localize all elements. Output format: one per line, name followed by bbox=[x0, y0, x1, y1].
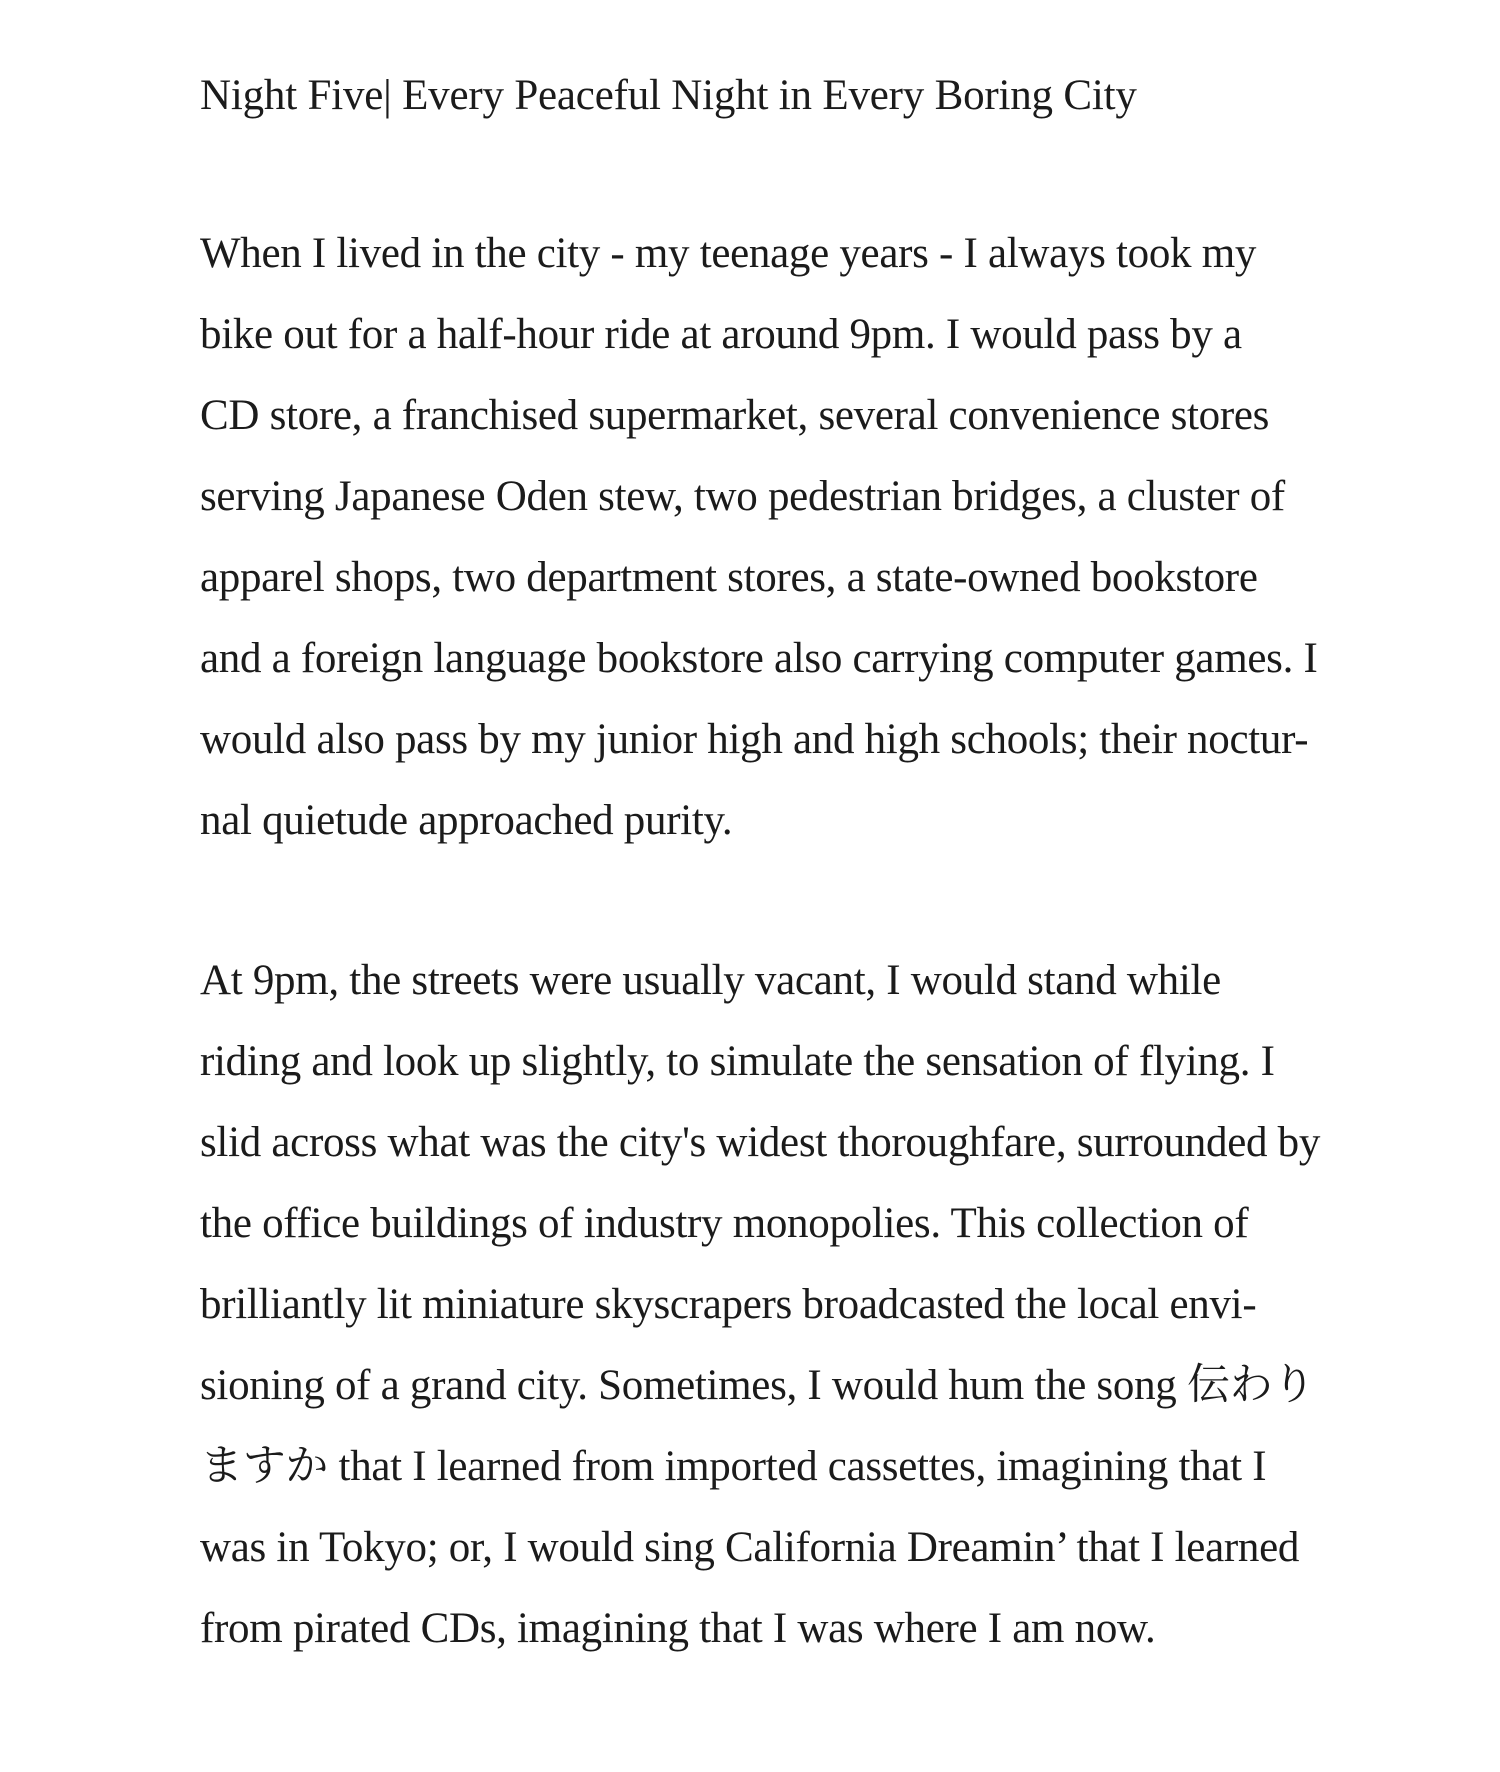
paragraph-line: riding and look up slightly, to simulate the sensation of flying. I bbox=[200, 1038, 1275, 1085]
document-title: Night Five| Every Peaceful Night in Every Boring City bbox=[200, 72, 1137, 119]
paragraph-1 bbox=[200, 226, 1330, 874]
paragraph-line: from pirated CDs, imagining that I was where I am now. bbox=[200, 1605, 1156, 1652]
paragraph-2 bbox=[200, 953, 1330, 1682]
paragraph-line: nal quietude approached purity. bbox=[200, 797, 733, 844]
paragraph-line: When I lived in the city - my teenage years - I always took my bbox=[200, 230, 1257, 277]
paragraph-line: and a foreign language bookstore also carrying computer games. I bbox=[200, 635, 1318, 682]
paragraph-line: slid across what was the city's widest thoroughfare, surrounded by bbox=[200, 1119, 1321, 1166]
paragraph-line: brilliantly lit miniature skyscrapers broadcasted the local envi- bbox=[200, 1281, 1257, 1328]
paragraph-line: would also pass by my junior high and high schools; their noctur- bbox=[200, 716, 1309, 763]
paragraph-line: ますか that I learned from imported cassettes, imagining that I bbox=[200, 1443, 1267, 1490]
paragraph-line: bike out for a half-hour ride at around 9pm. I would pass by a bbox=[200, 311, 1242, 358]
paragraph-line: sioning of a grand city. Sometimes, I would hum the song 伝わり bbox=[200, 1362, 1316, 1409]
paragraph-line: was in Tokyo; or, I would sing California Dreamin’ that I learned bbox=[200, 1524, 1300, 1571]
paragraph-line: apparel shops, two department stores, a state-owned bookstore bbox=[200, 554, 1258, 601]
paragraph-line: the office buildings of industry monopolies. This collection of bbox=[200, 1200, 1249, 1247]
paragraph-line: serving Japanese Oden stew, two pedestrian bridges, a cluster of bbox=[200, 473, 1285, 520]
paragraph-line: At 9pm, the streets were usually vacant, I would stand while bbox=[200, 957, 1221, 1004]
paragraph-line: CD store, a franchised supermarket, several convenience stores bbox=[200, 392, 1270, 439]
